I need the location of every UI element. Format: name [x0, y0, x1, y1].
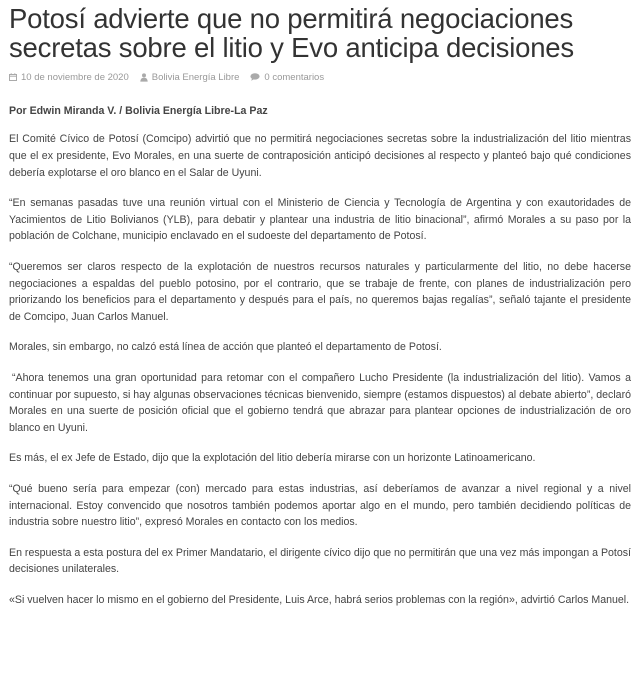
paragraph: Es más, el ex Jefe de Estado, dijo que la explotación del litio debería mirarse con un horizonte Latinoamericano. — [9, 452, 536, 465]
post-meta — [9, 70, 631, 84]
article-body — [9, 131, 631, 609]
user-icon — [140, 73, 148, 82]
paragraph: El Comité Cívico de Potosí (Comcipo) advirtió que no permitirá negociaciones secretas sobre la industrialización del litio mientras que el ex presidente, Evo Morales, en una suerte de contraposición anticipó decisiones al respecto y planteó bajo qué condiciones debería explotarse el oro blanco en el Salar de Uyuni. — [9, 133, 631, 179]
post-author[interactable] — [140, 72, 240, 83]
paragraph: Morales, sin embargo, no calzó está línea de acción que planteó el departamento de Potosí. — [9, 341, 442, 354]
post-date[interactable] — [9, 72, 129, 83]
paragraph: “Ahora tenemos una gran oportunidad para retomar con el compañero Lucho Presidente (la industrialización del litio). Vamos a continuar por supuesto, si hay algunas observaciones técnicas bienvenido, siempre (estamos dispuestos) al debate abierto”, declaró Morales en una suerte de posición oficial que el gobierno tendrá que abrazar para plantear opciones de industrialización de oro blanco en Uyuni. — [9, 371, 631, 435]
comment-icon — [250, 73, 260, 81]
paragraph: “Qué bueno sería para empezar (con) mercado para estas industrias, así deberíamos de avanzar a nivel regional y a nivel internacional. Estoy convencido que nosotros también podemos aportar algo en el mundo, pero también decidiendo políticas de industria sobre nuestro litio”, expresó Morales en contacto con los medios. — [9, 482, 631, 529]
calendar-icon — [9, 73, 17, 81]
article-byline: Por Edwin Miranda V. / Bolivia Energía Libre-La Paz — [9, 105, 268, 117]
paragraph: “Queremos ser claros respecto de la explotación de nuestros recursos naturales y particularmente del litio, no debe hacerse negociaciones a espaldas del pueblo potosino, por el contrario, que se trabaje de frente, con planes de industrialización pero priorizando los beneficios para el departamento y después para el país, no queremos bajas regalías”, señaló tajante el presidente de Comcipo, Juan Carlos Manuel. — [9, 260, 631, 324]
article — [9, 4, 631, 622]
paragraph: «Si vuelven hacer lo mismo en el gobierno del Presidente, Luis Arce, habrá serios problemas con la región», advirtió Carlos Manuel. — [9, 593, 630, 606]
post-comments-text[interactable]: 0 comentarios — [264, 71, 325, 83]
paragraph: En respuesta a esta postura del ex Primer Mandatario, el dirigente cívico dijo que no permitirán que una vez más impongan a Potosí decisiones unilaterales. — [9, 546, 631, 576]
paragraph: “En semanas pasadas tuve una reunión virtual con el Ministerio de Ciencia y Tecnología de Argentina y con exautoridades de Yacimientos de Litio Bolivianos (YLB), para debatir y plantear una industria de litio binacional”, afirmó Morales a su paso por la población de Colchane, municipio enclavado en el sudoeste del departamento de Potosí. — [9, 196, 631, 243]
post-date-text[interactable]: 10 de noviembre de 2020 — [21, 71, 129, 83]
article-title: Potosí advierte que no permitirá negociaciones secretas sobre el litio y Evo anticipa decisiones — [9, 3, 574, 63]
post-comments[interactable] — [250, 72, 324, 83]
post-author-text[interactable]: Bolivia Energía Libre — [151, 71, 240, 83]
